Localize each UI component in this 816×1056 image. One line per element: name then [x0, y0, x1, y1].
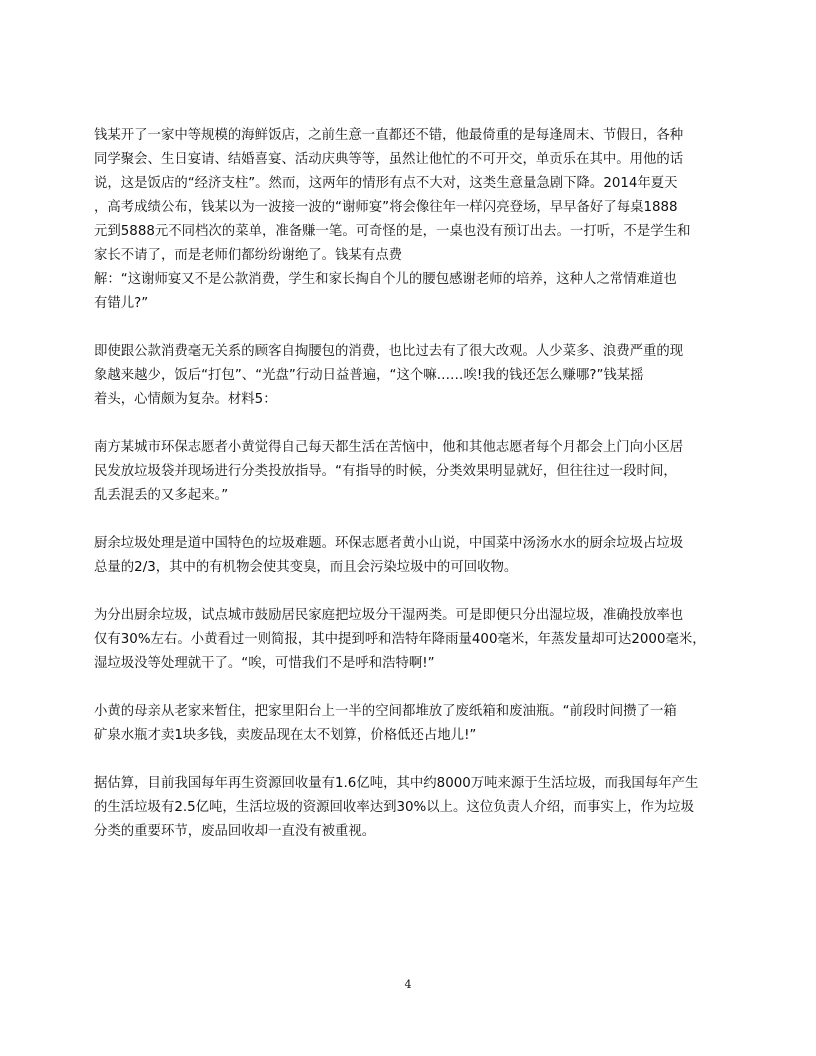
text-line: ，高考成绩公布，钱某以为一波接一波的“谢师宴”将会像往年一样闪亮登场，早早备好了每桌1888 — [94, 200, 678, 215]
text-line: 钱某开了一家中等规模的海鲜饭店，之前生意一直都还不错，他最倚重的是每逢周末、节假日，各种 — [94, 128, 684, 143]
text-line: 据估算，目前我国每年再生资源回收量有1.6亿吨，其中约8000万吨来源于生活垃圾，而我国每年产生 — [94, 776, 699, 791]
paragraph-volunteer-xiaohuang — [94, 436, 726, 508]
text-line: 为分出厨余垃圾，试点城市鼓励居民家庭把垃圾分干湿两类。可是即便只分出湿垃圾，准确投放率也 — [94, 608, 684, 623]
text-line: 的生活垃圾有2.5亿吨，生活垃圾的资源回收率达到30%以上。这位负责人介绍，而事实上，作为垃圾 — [94, 800, 695, 815]
text-line: 有错儿?” — [94, 296, 149, 311]
text-line: 象越来越少，饭后“打包”、“光盘”行动日益普遍，“这个嘛……唉!我的钱还怎么赚哪?”钱某摇 — [94, 368, 644, 383]
paragraph-mother-recycling — [94, 700, 726, 748]
text-line: 解：“这谢师宴又不是公款消费，学生和家长掏自个儿的腰包感谢老师的培养，这种人之常情难道也 — [94, 272, 677, 287]
text-line: 元到5888元不同档次的菜单，准备赚一笔。可奇怪的是，一桌也没有预订出去。一打听，不是学生和 — [94, 224, 691, 239]
text-line: 矿泉水瓶才卖1块多钱，卖废品现在太不划算，价格低还占地儿!” — [94, 728, 477, 743]
paragraph-recycling-statistics — [94, 772, 726, 844]
paragraph-kitchen-waste — [94, 532, 726, 580]
paragraph-self-paid-consumption — [94, 340, 726, 412]
document-body — [94, 124, 726, 844]
text-line: 分类的重要环节，废品回收却一直没有被重视。 — [94, 824, 376, 839]
text-line: 小黄的母亲从老家来暂住，把家里阳台上一半的空间都堆放了废纸箱和废油瓶。“前段时间攒了一箱 — [94, 704, 677, 719]
text-line: 民发放垃圾袋并现场进行分类投放指导。“有指导的时候，分类效果明显就好，但往往过一段时间， — [94, 464, 677, 479]
text-line: 总量的2/3，其中的有机物会使其变臭，而且会污染垃圾中的可回收物。 — [94, 560, 518, 575]
text-line: 乱丢混丢的又多起来。” — [94, 488, 229, 503]
text-line: 家长不请了，而是老师们都纷纷谢绝了。钱某有点费 — [94, 248, 402, 263]
text-line: 即使跟公款消费毫无关系的顾客自掏腰包的消费，也比过去有了很大改观。人少菜多、浪费严重的现 — [94, 344, 684, 359]
text-line: 着头，心情颇为复杂。材料5： — [94, 392, 277, 407]
paragraph-wet-dry-sorting — [94, 604, 726, 676]
text-line: 说，这是饭店的“经济支柱”。然而，这两年的情形有点不大对，这类生意量急剧下降。2014年夏天 — [94, 176, 678, 191]
text-line: 同学聚会、生日宴请、结婚喜宴、活动庆典等等，虽然让他忙的不可开交，单贡乐在其中。用他的话 — [94, 152, 684, 167]
text-line: 南方某城市环保志愿者小黄觉得自己每天都生活在苦恼中，他和其他志愿者每个月都会上门向小区居 — [94, 440, 684, 455]
text-line: 仅有30%左右。小黄看过一则简报，其中提到呼和浩特年降雨量400毫米，年蒸发量却可达2000毫米， — [94, 632, 706, 647]
paragraph-qian-restaurant — [94, 124, 726, 316]
page-number: 4 — [404, 978, 412, 991]
text-line: 厨余垃圾处理是道中国特色的垃圾难题。环保志愿者黄小山说，中国菜中汤汤水水的厨余垃圾占垃圾 — [94, 536, 684, 551]
text-line: 湿垃圾没等处理就干了。“唉，可惜我们不是呼和浩特啊!” — [94, 656, 435, 671]
